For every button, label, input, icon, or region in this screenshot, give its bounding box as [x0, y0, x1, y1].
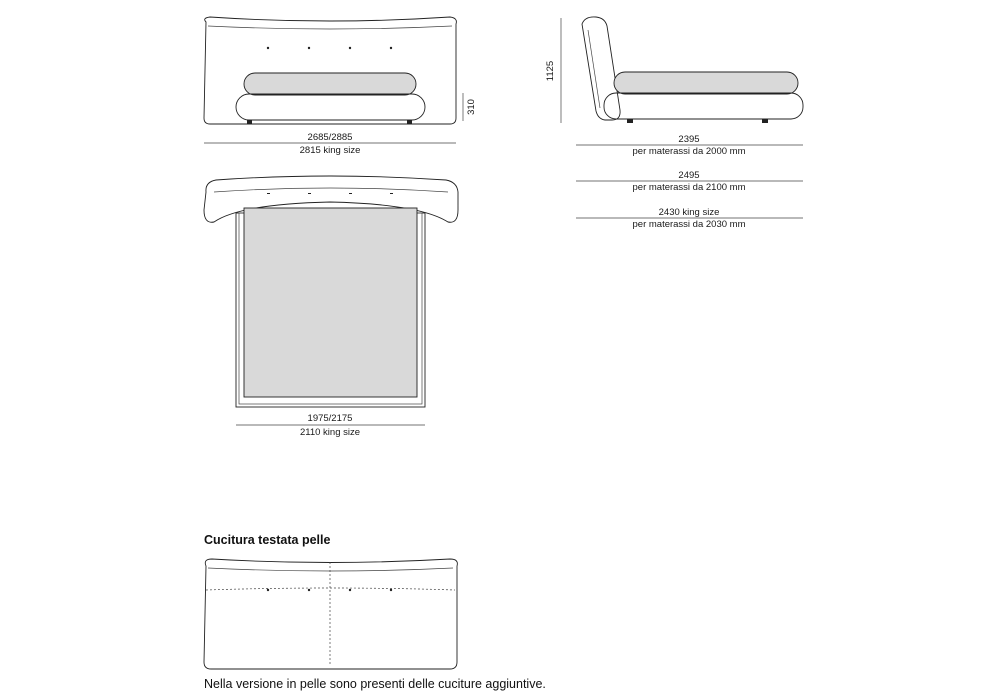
- front-width-label: 2685/2885: [307, 132, 353, 143]
- stitching-horizontal-seam: [206, 588, 455, 590]
- plan-button-marks: [267, 193, 393, 194]
- plan-headboard-inner: [214, 188, 448, 192]
- side-length-2000-caption: per materassi da 2000 mm: [632, 146, 746, 157]
- front-headboard: [204, 17, 456, 124]
- stitching-detail: [204, 533, 546, 691]
- front-headboard-inner: [208, 26, 452, 29]
- side-length-king-value: 2430 king size: [658, 207, 720, 218]
- side-length-king-caption: per materassi da 2030 mm: [632, 219, 746, 230]
- stitching-button-dots: [267, 589, 392, 591]
- side-view: [545, 17, 803, 230]
- front-base-height-label: 310: [466, 99, 477, 115]
- plan-mattress: [244, 208, 417, 397]
- side-height-label: 1125: [545, 60, 556, 82]
- stitching-title: Cucitura testata pelle: [204, 533, 331, 547]
- side-length-2100-caption: per materassi da 2100 mm: [632, 182, 746, 193]
- plan-view: [204, 176, 458, 438]
- side-bed-base: [604, 93, 803, 119]
- front-width-king-label: 2815 king size: [299, 145, 361, 156]
- side-foot-back: [627, 119, 633, 123]
- front-button-dots: [267, 47, 392, 49]
- stitching-headboard-inner: [208, 568, 453, 571]
- plan-width-king-label: 2110 king size: [299, 427, 361, 438]
- side-headboard: [582, 17, 620, 120]
- stitching-headboard: [204, 559, 457, 669]
- front-pillow-roll: [244, 73, 416, 95]
- front-foot-left: [247, 120, 252, 124]
- side-length-2000-value: 2395: [678, 134, 700, 145]
- front-foot-right: [407, 120, 412, 124]
- side-foot-front: [762, 119, 768, 123]
- side-length-2100-value: 2495: [678, 170, 700, 181]
- stitching-note: Nella versione in pelle sono presenti delle cuciture aggiuntive.: [204, 677, 546, 691]
- front-bed-base: [236, 94, 425, 120]
- front-view: [204, 17, 477, 156]
- side-pillow-roll: [614, 72, 798, 94]
- plan-width-label: 1975/2175: [307, 413, 353, 424]
